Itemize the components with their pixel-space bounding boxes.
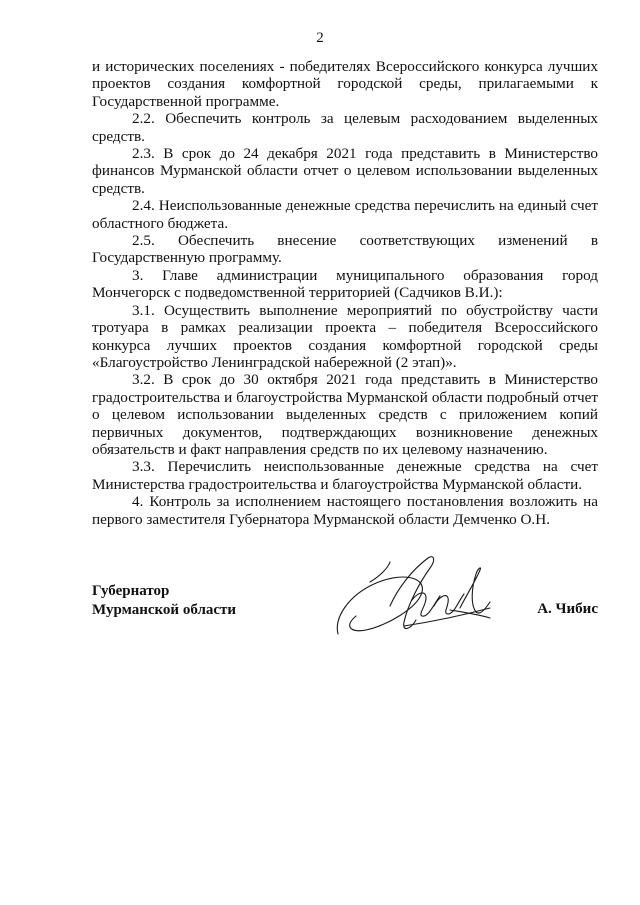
signer-title-line-2: Мурманской области	[92, 601, 237, 618]
paragraph-3: 3. Главе администрации муниципального образования город Мончегорск с подведомственной территорией (Садчиков В.И.):	[92, 266, 598, 302]
paragraph-2-2: 2.2. Обеспечить контроль за целевым расходованием выделенных средств.	[92, 110, 598, 145]
page-number: 2	[316, 30, 324, 46]
paragraph-3-2: 3.2. В срок до 30 октября 2021 года представить в Министерство градостроительства и благоустройства Мурманской области подробный отчет о целевом использовании выделенных средств с приложением копий первичных документов, подтверждающих возникновение денежных обязательств и факт направления средств по их целевому назначению.	[92, 371, 598, 458]
paragraph-continuation: и исторических поселениях - победителях Всероссийского конкурса лучших проектов создания комфортной городской среды, прилагаемыми к Государственной программе.	[92, 58, 598, 110]
paragraph-3-1: 3.1. Осуществить выполнение мероприятий по обустройству части тротуара в рамках реализации проекта – победителя Всероссийского конкурса лучших проектов создания комфортной городской среды «Благоустройство Ленинградской набережной (2 этап)».	[92, 301, 598, 371]
paragraph-3-3: 3.3. Перечислить неиспользованные денежные средства на счет Министерства градостроительства и благоустройства Мурманской области.	[92, 458, 598, 493]
paragraph-4: 4. Контроль за исполнением настоящего постановления возложить на первого заместителя Губернатора Мурманской области Демченко О.Н.	[92, 493, 598, 528]
signer-title-line-1: Губернатор	[92, 583, 170, 599]
paragraph-2-5: 2.5. Обеспечить внесение соответствующих изменений в Государственную программу.	[92, 232, 598, 267]
paragraph-2-3: 2.3. В срок до 24 декабря 2021 года представить в Министерство финансов Мурманской области отчет о целевом использовании выделенных средств.	[92, 145, 598, 197]
paragraph-2-4: 2.4. Неиспользованные денежные средства перечислить на единый счет областного бюджета.	[92, 197, 598, 232]
document-body	[92, 58, 598, 528]
signer-name: А. Чибис	[537, 601, 598, 617]
signer-title	[92, 582, 236, 619]
handwritten-signature-icon	[330, 548, 502, 652]
